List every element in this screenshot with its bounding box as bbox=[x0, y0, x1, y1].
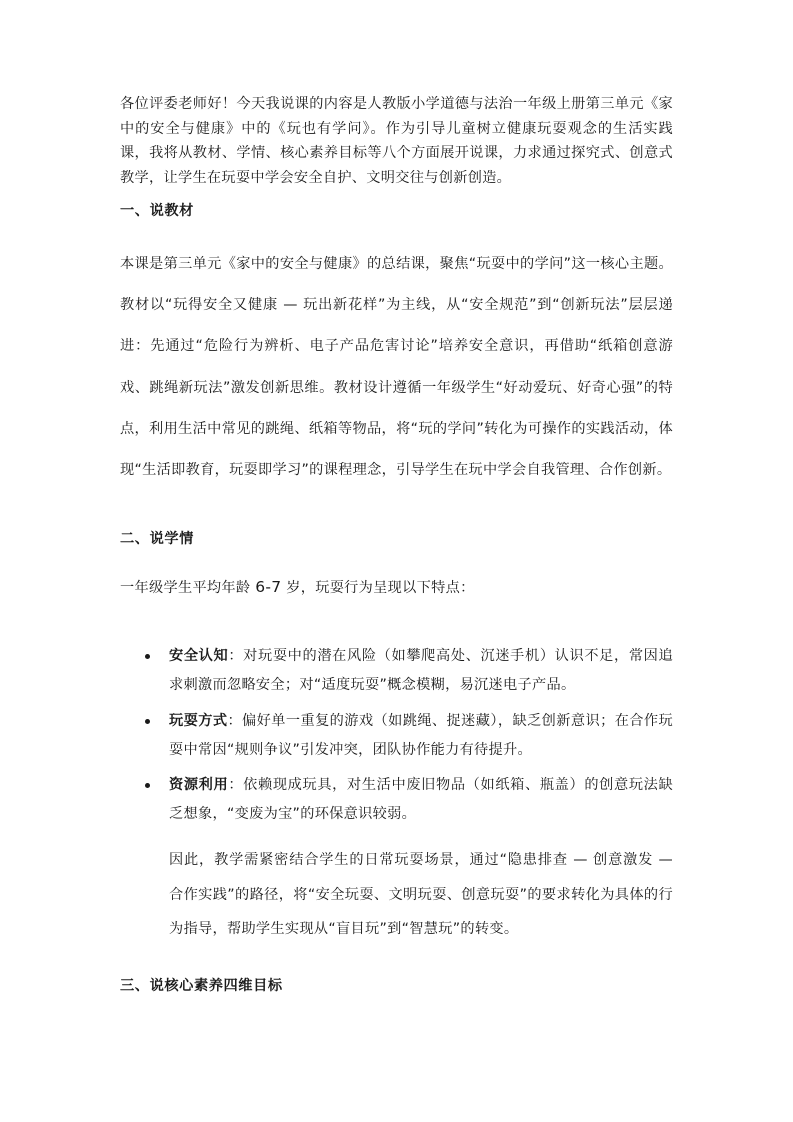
student-age-range: 6-7 bbox=[255, 578, 282, 596]
section-heading-textbook: 一、说教材 bbox=[120, 203, 194, 219]
learner-traits-list bbox=[120, 642, 673, 836]
intro-paragraph: 各位评委老师好！今天我说课的内容是人教版小学道德与法治一年级上册第三单元《家中的安全与健康》中的《玩也有学问》。作为引导儿童树立健康玩耍观念的生活实践课，我将从教材、学情、核心素养目标等八个方面展开说课，力求通过探究式、创意式教学，让学生在玩耍中学会安全自护、文明交往与创新创造。 bbox=[120, 96, 673, 186]
bullet-text: ：依赖现成玩具，对生活中废旧物品（如纸箱、瓶盖）的创意玩法缺乏想象，“变废为宝”的环保意识较弱。 bbox=[169, 777, 673, 823]
section-heading-objectives: 三、说核心素养四维目标 bbox=[120, 978, 283, 994]
section-heading-learners: 二、说学情 bbox=[120, 531, 194, 547]
lead-text-after: 岁，玩耍行为呈现以下特点： bbox=[281, 580, 475, 596]
textbook-paragraph: 本课是第三单元《家中的安全与健康》的总结课，聚焦“玩耍中的学问”这一核心主题。教材以“玩得安全又健康 — 玩出新花样”为主线，从“安全规范”到“创新玩法”层层递进：先通过“危险行为辨析、电子产品危害讨论”培养安全意识，再借助“纸箱创意游戏、跳绳新玩法”激发创新思维。教材设计遵循一年级学生“好动爱玩、好奇心强”的特点，利用生活中常见的跳绳、纸箱等物品，将“玩的学问”转化为可操作的实践活动，体现“生活即教育，玩耍即学习”的课程理念，引导学生在玩中学会自我管理、合作创新。 bbox=[120, 256, 673, 479]
learners-lead-paragraph bbox=[120, 575, 673, 600]
learners-conclusion-paragraph: 因此，教学需紧密结合学生的日常玩耍场景，通过“隐患排查 — 创意激发 — 合作实践”的路径，将“安全玩耍、文明玩耍、创意玩耍”的要求转化为具体的行为指导，帮助学生实现从“盲目玩”到“智慧玩”的转变。 bbox=[169, 852, 673, 937]
bullet-term: 玩耍方式 bbox=[169, 712, 228, 729]
bullet-term: 资源利用 bbox=[169, 777, 229, 794]
list-item bbox=[120, 771, 673, 830]
lead-text-before: 一年级学生平均年龄 bbox=[120, 580, 256, 596]
bullet-dot-icon bbox=[145, 719, 150, 724]
bullet-term: 安全认知 bbox=[169, 648, 229, 664]
bullet-text: ：偏好单一重复的游戏（如跳绳、捉迷藏），缺乏创新意识；在合作玩耍中常因“规则争议”引发冲突，团队协作能力有待提升。 bbox=[169, 712, 674, 758]
list-item bbox=[120, 707, 673, 766]
bullet-dot-icon bbox=[145, 783, 150, 788]
bullet-dot-icon bbox=[145, 654, 150, 659]
list-item bbox=[120, 642, 673, 701]
bullet-text: ：对玩耍中的潜在风险（如攀爬高处、沉迷手机）认识不足，常因追求刺激而忽略安全；对“适度玩耍”概念模糊，易沉迷电子产品。 bbox=[169, 648, 673, 694]
